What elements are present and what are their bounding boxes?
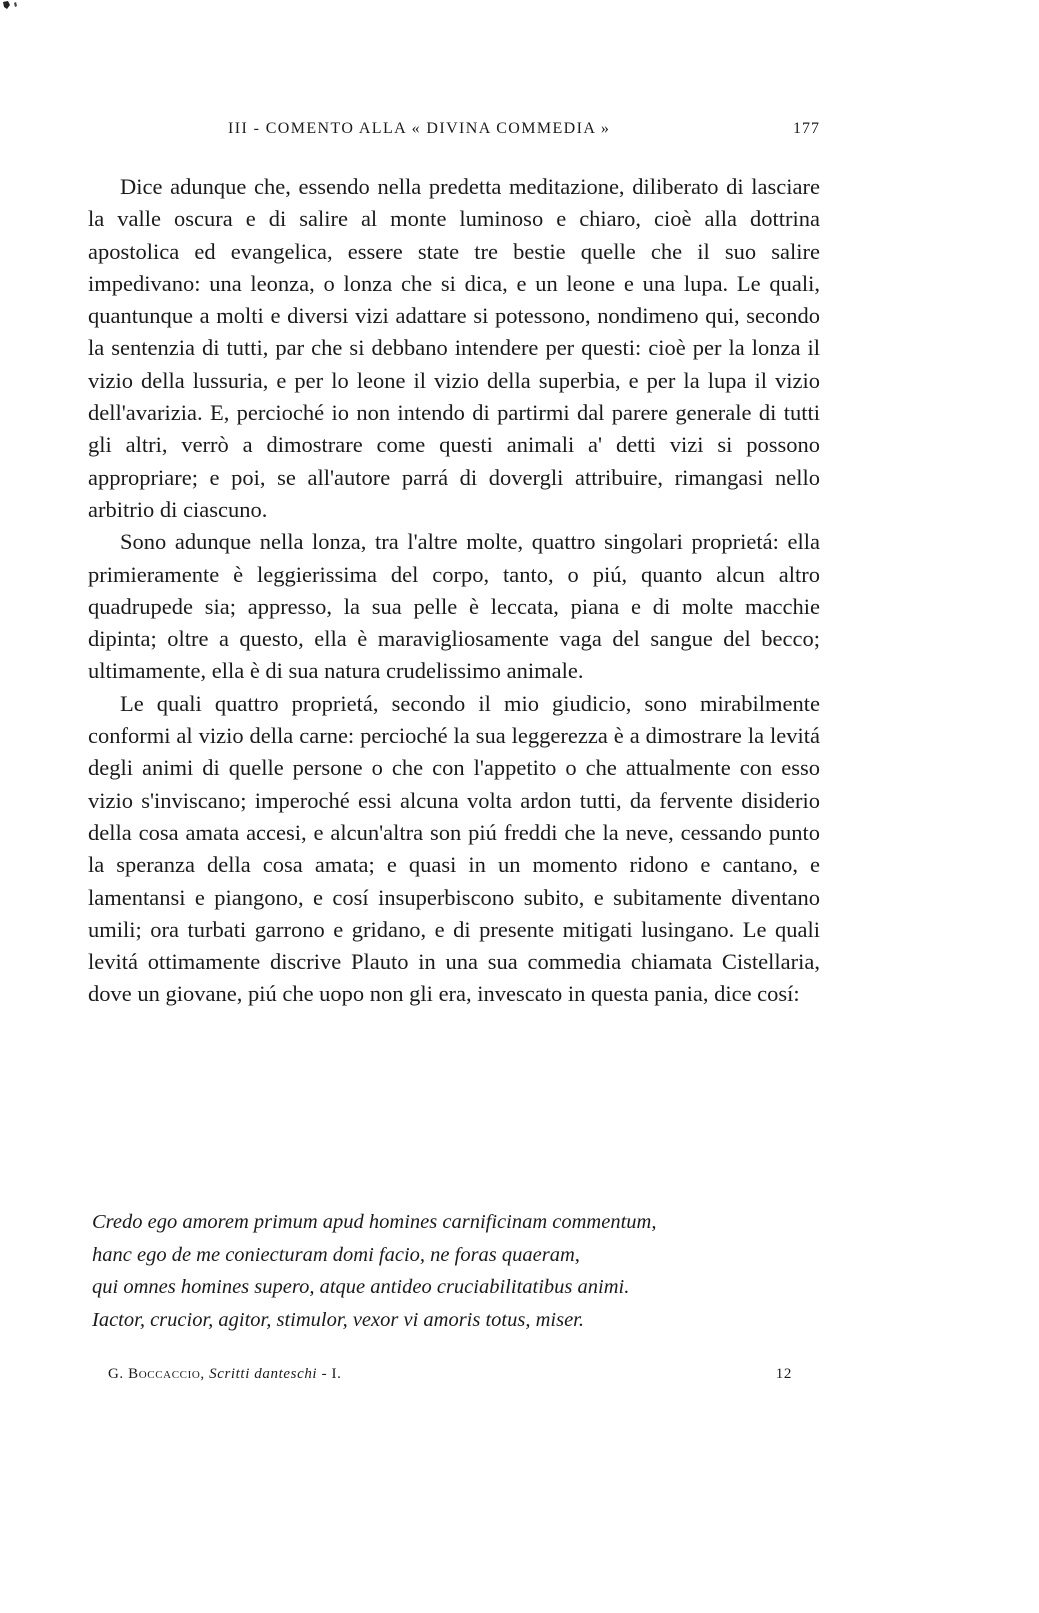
running-header: [228, 120, 820, 146]
quote-line: Credo ego amorem primum apud homines carnificinam commentum,: [92, 1211, 657, 1233]
quote-line: Iactor, crucior, agitor, stimulor, vexor vi amoris totus, miser.: [92, 1308, 584, 1331]
footer-volume: - I.: [321, 1366, 342, 1382]
signature-footer: [108, 1366, 792, 1388]
footer-author: G. Boccaccio,: [108, 1366, 205, 1382]
body-text: [88, 171, 820, 1011]
footer-work-title: Scritti danteschi: [209, 1366, 318, 1382]
quote-line: qui omnes homines supero, atque antideo cruciabilitatibus animi.: [92, 1276, 630, 1298]
paragraph: Dice adunque che, essendo nella predetta meditazione, diliberato di lasciare la valle oscura e di salire al monte luminoso e chiaro, cioè alla dottrina apostolica ed evangelica, essere state tre bestie quelle che il suo salire impedivano: una leonza, o lonza che si dica, e un leone e una lupa. Le quali, quantunque a molti e diversi vizi adattare si potessono, nondimeno qui, secondo la sentenzia di tutti, par che si debbano intendere per questi: cioè per la lonza il vizio della lussuria, e per lo leone il vizio della superbia, e per la lupa il vizio dell'avarizia. E, percioché io non intendo di partirmi dal parere generale di tutti gli altri, verrò a dimostrare come questi animali a' detti vizi si possono appropriare; e poi, se all'autore parrá di dovergli attribuire, rimangasi nello arbitrio di ciascuno.: [88, 174, 820, 522]
book-signature: [108, 1366, 341, 1383]
quote-line: hanc ego de me coniecturam domi facio, ne foras quaeram,: [92, 1243, 580, 1266]
latin-quotation: [92, 1206, 822, 1336]
sheet-number: 12: [775, 1366, 792, 1382]
scan-speck-mark: [2, 0, 24, 14]
paragraph: Sono adunque nella lonza, tra l'altre molte, quattro singolari proprietá: ella primieramente è leggierissima del corpo, tanto, o piú, quanto alcun altro quadrupede sia; appresso, la sua pelle è leccata, piana e di molte macchie dipinta; oltre a questo, ella è maravigliosamente vaga del sangue del becco; ultimamente, ella è di sua natura crudelissimo animale.: [88, 529, 820, 684]
page-number: 177: [793, 120, 820, 137]
running-title: III - COMENTO ALLA « DIVINA COMMEDIA »: [228, 120, 611, 137]
paragraph: Le quali quattro proprietá, secondo il mio giudicio, sono mirabilmente conformi al vizio della carne: percioché la sua leggerezza è a dimostrare la levitá degli animi di quelle persone o che con l'appetito o che attualmente con esso vizio s'inviscano; imperoché essi alcuna volta ardon tutti, da fervente disiderio della cosa amata accesi, e alcun'altra son piú freddi che la neve, cessando punto la speranza della cosa amata; e quasi in un momento ridono e cantano, e lamentansi e piangono, e cosí insuperbiscono subito, e subitamente diventano umili; ora turbati garrono e gridano, e di presente mitigati lusingano. Le quali levitá ottimamente discrive Plauto in una sua commedia chiamata Cistellaria, dove un giovane, piú che uopo non gli era, invescato in questa pania, dice cosí:: [88, 690, 820, 1007]
